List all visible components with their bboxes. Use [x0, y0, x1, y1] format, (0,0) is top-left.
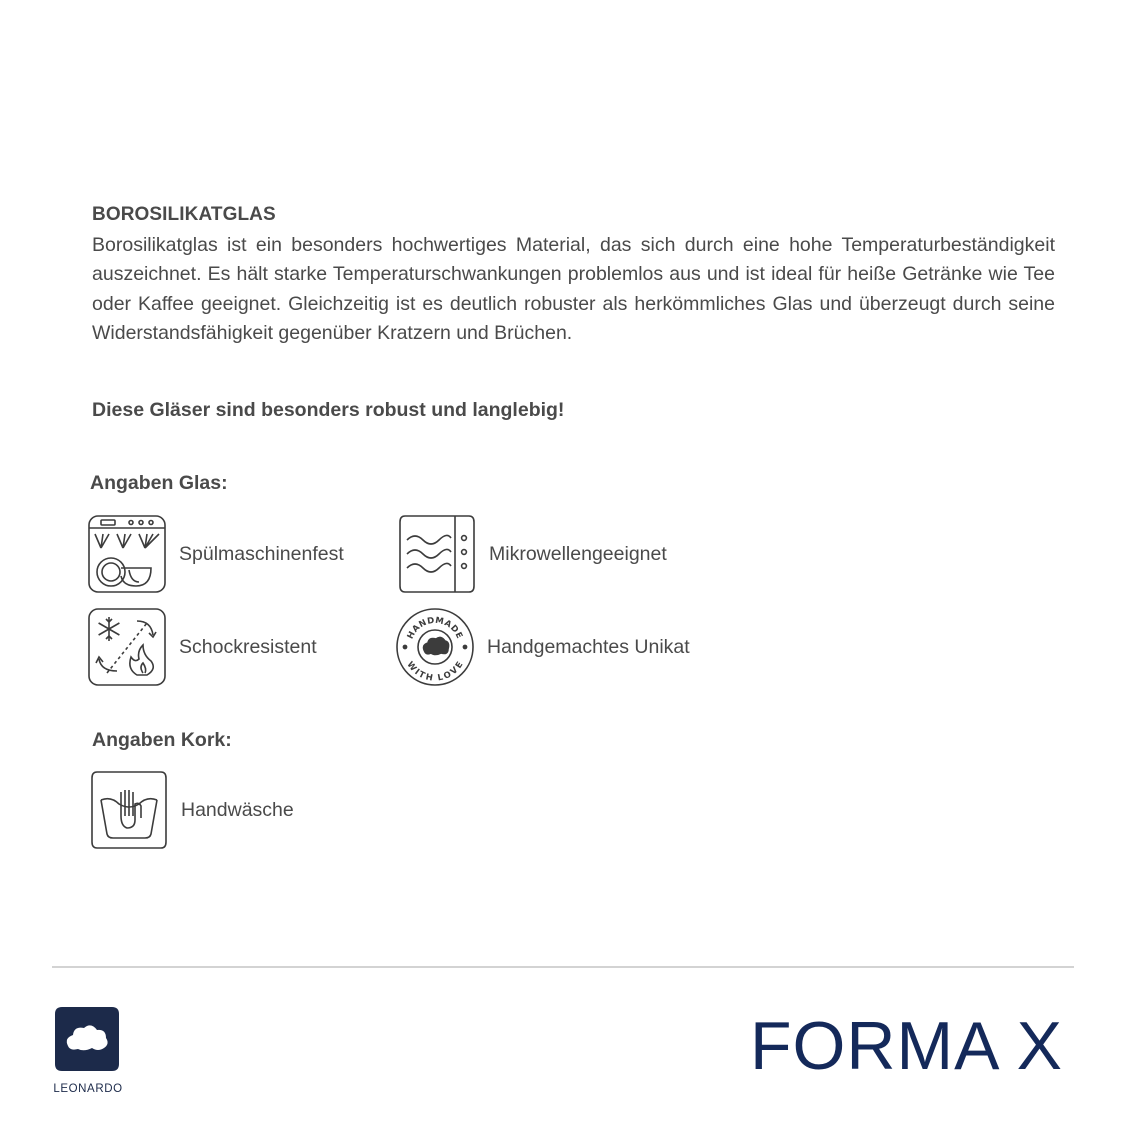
- feature-label: Mikrowellengeeignet: [489, 542, 667, 565]
- logo-text: LEONARDO: [53, 1083, 123, 1095]
- handmade-icon: [395, 607, 475, 687]
- shock-resistant-icon: [87, 607, 167, 687]
- leonardo-logo-icon: [52, 1004, 122, 1074]
- feature-label: Spülmaschinenfest: [179, 542, 344, 565]
- hand-wash-icon: [89, 770, 169, 850]
- feature-hand-wash: [89, 770, 294, 850]
- footer-divider: [52, 966, 1074, 968]
- feature-dishwasher: [87, 514, 344, 594]
- handmade-badge-top-text: HANDMADE: [405, 615, 465, 641]
- feature-shock-resistant: [87, 607, 317, 687]
- feature-handmade: [395, 607, 690, 687]
- feature-microwave: [397, 514, 667, 594]
- section-heading: BOROSILIKATGLAS: [92, 204, 276, 225]
- emphasis-statement: Diese Gläser sind besonders robust und langlebig!: [92, 399, 565, 421]
- feature-label: Handwäsche: [181, 798, 294, 821]
- feature-label: Handgemachtes Unikat: [487, 635, 690, 658]
- handmade-badge-bottom-text: WITH LOVE: [404, 659, 466, 684]
- product-title: FORMA X: [749, 1008, 1063, 1084]
- feature-label: Schockresistent: [179, 635, 317, 658]
- description-paragraph: Borosilikatglas ist ein besonders hochwertiges Material, das sich durch eine hohe Temperaturbeständigkeit auszeichnet. Es hält starke Temperaturschwankungen problemlos aus und ist ideal für heiße Getränke wie Tee oder Kaffee geeignet. Gleichzeitig ist es deutlich robuster als herkömmliches Glas und überzeugt durch seine Widerstandsfähigkeit gegenüber Kratzern und Brüchen.: [92, 234, 1055, 344]
- dishwasher-icon: [87, 514, 167, 594]
- cork-section-title: Angaben Kork:: [92, 729, 232, 751]
- glass-section-title: Angaben Glas:: [90, 472, 228, 494]
- svg-text:HANDMADE: [406, 616, 465, 641]
- microwave-icon: [397, 514, 477, 594]
